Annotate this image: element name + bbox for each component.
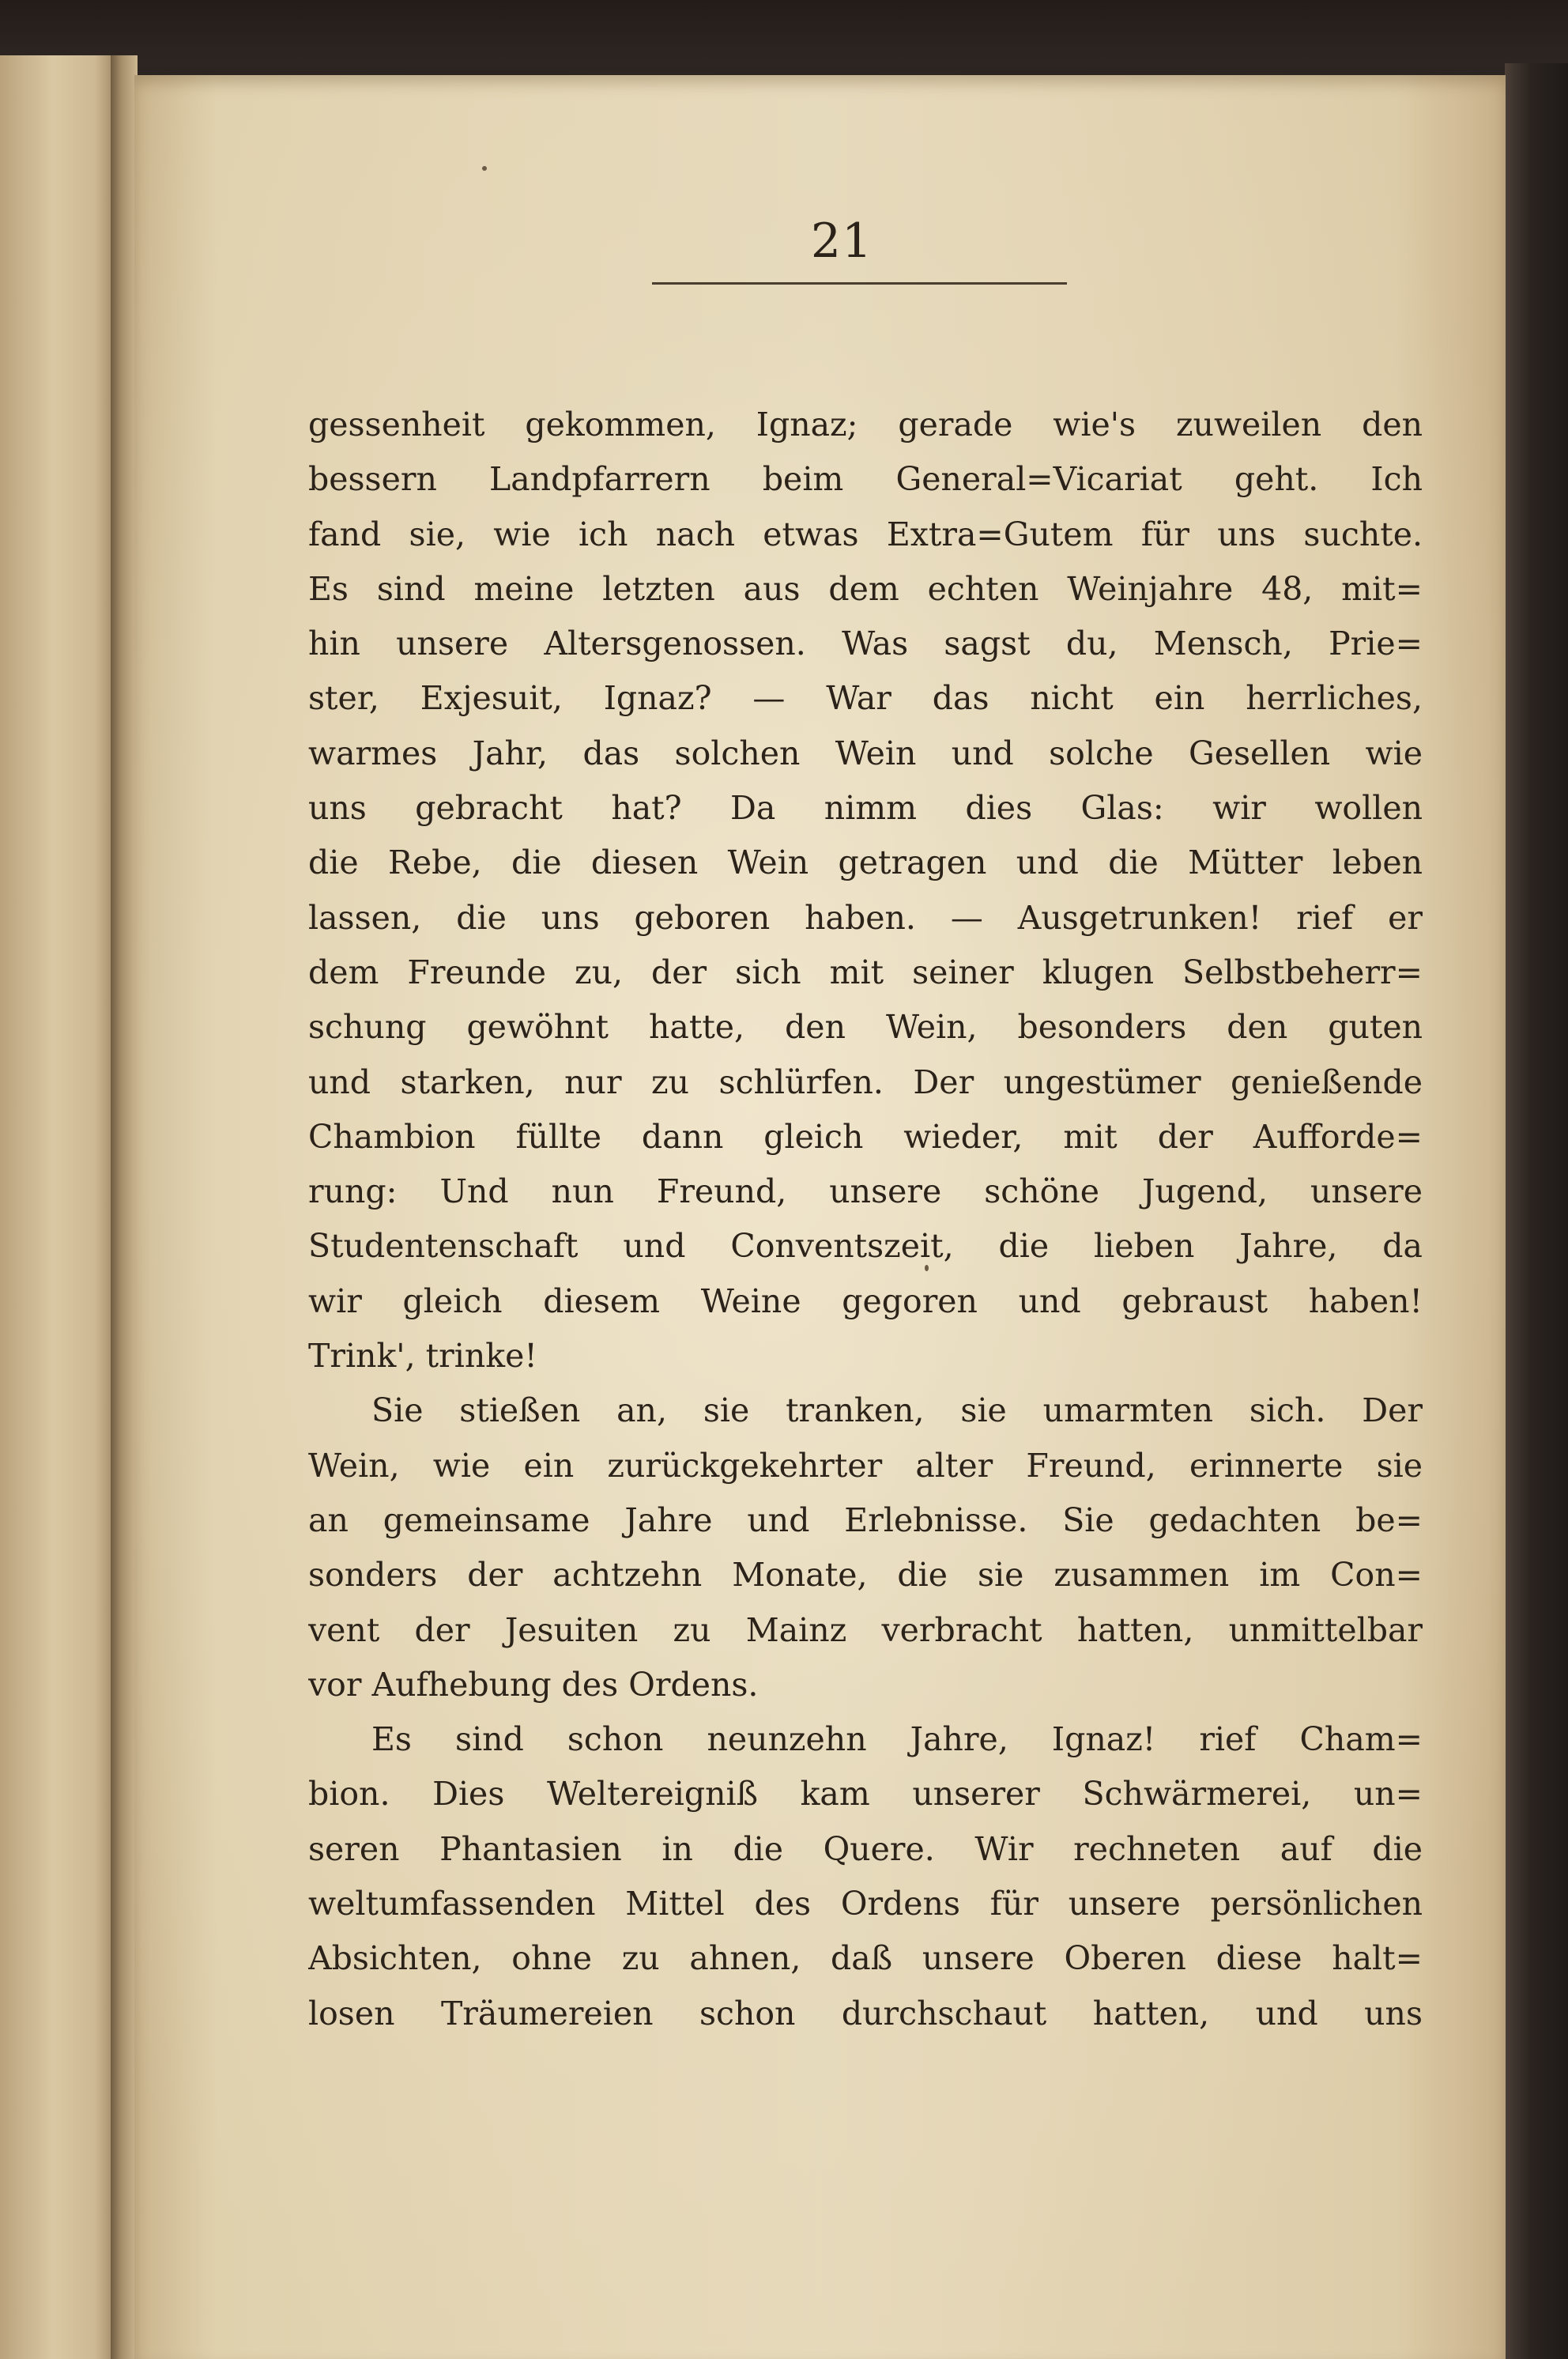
text-line: bessern Landpfarrern beim General=Vicariat geht. Ich bbox=[308, 460, 1423, 499]
text-line: rung: Und nun Freund, unsere schöne Jugend, unsere bbox=[308, 1172, 1423, 1211]
text-line: losen Träumereien schon durchschaut hatten, und uns bbox=[308, 1994, 1423, 2033]
text-line-paragraph-end: Trink', trinke! bbox=[308, 1337, 537, 1376]
text-line: hin unsere Altersgenossen. Was sagst du, Mensch, Prie= bbox=[308, 625, 1423, 663]
header-rule bbox=[652, 282, 1067, 285]
paper-speck bbox=[482, 166, 487, 171]
text-line-paragraph-start: Es sind schon neunzehn Jahre, Ignaz! rief Cham= bbox=[371, 1720, 1423, 1759]
text-line: bion. Dies Weltereigniß kam unserer Schwärmerei, un= bbox=[308, 1775, 1423, 1814]
text-line: an gemeinsame Jahre und Erlebnisse. Sie gedachten be= bbox=[308, 1500, 1423, 1539]
text-line: sonders der achtzehn Monate, die sie zusammen im Con= bbox=[308, 1556, 1423, 1595]
top-shadow bbox=[0, 0, 1568, 87]
text-line: wir gleich diesem Weine gegoren und gebraust haben! bbox=[308, 1281, 1423, 1320]
book-page bbox=[134, 75, 1506, 2359]
text-line: warmes Jahr, das solchen Wein und solche Gesellen wie bbox=[308, 734, 1423, 772]
text-line: die Rebe, die diesen Wein getragen und die Mütter leben bbox=[308, 844, 1423, 882]
text-line: lassen, die uns geboren haben. — Ausgetrunken! rief er bbox=[308, 898, 1423, 937]
text-line: schung gewöhnt hatte, den Wein, besonders den guten bbox=[308, 1008, 1423, 1047]
paper-speck bbox=[925, 1265, 929, 1271]
text-line: weltumfassenden Mittel des Ordens für unsere persönlichen bbox=[308, 1885, 1423, 1923]
text-line: ster, Exjesuit, Ignaz? — War das nicht ein herrliches, bbox=[308, 679, 1423, 718]
text-line-paragraph-start: Sie stießen an, sie tranken, sie umarmten sich. Der bbox=[371, 1391, 1423, 1430]
body-text bbox=[308, 398, 1423, 2041]
text-line-paragraph-end: vor Aufhebung des Ordens. bbox=[308, 1665, 759, 1704]
text-line: und starken, nur zu schlürfen. Der ungestümer genießende bbox=[308, 1062, 1423, 1101]
text-line: Chambion füllte dann gleich wieder, mit der Aufforde= bbox=[308, 1117, 1423, 1156]
text-line: seren Phantasien in die Quere. Wir rechneten auf die bbox=[308, 1829, 1423, 1868]
text-line: dem Freunde zu, der sich mit seiner klugen Selbstbeherr= bbox=[308, 953, 1423, 991]
book-binding bbox=[1505, 63, 1568, 2359]
text-line: uns gebracht hat? Da nimm dies Glas: wir wollen bbox=[308, 789, 1423, 828]
text-line: Absichten, ohne zu ahnen, daß unsere Oberen diese halt= bbox=[308, 1939, 1423, 1978]
facing-page-edge bbox=[0, 55, 119, 2359]
text-line: gessenheit gekommen, Ignaz; gerade wie's zuweilen den bbox=[308, 406, 1423, 443]
text-line: Studentenschaft und Conventszeit, die lieben Jahre, da bbox=[308, 1227, 1423, 1266]
text-line: Es sind meine letzten aus dem echten Weinjahre 48, mit= bbox=[308, 569, 1423, 608]
text-line: Wein, wie ein zurückgekehrter alter Freund, erinnerte sie bbox=[308, 1446, 1423, 1485]
page-number: 21 bbox=[810, 213, 873, 269]
text-line: vent der Jesuiten zu Mainz verbracht hatten, unmittelbar bbox=[308, 1610, 1423, 1649]
book-gutter bbox=[111, 55, 138, 2359]
text-line: fand sie, wie ich nach etwas Extra=Gutem für uns suchte. bbox=[308, 515, 1423, 553]
